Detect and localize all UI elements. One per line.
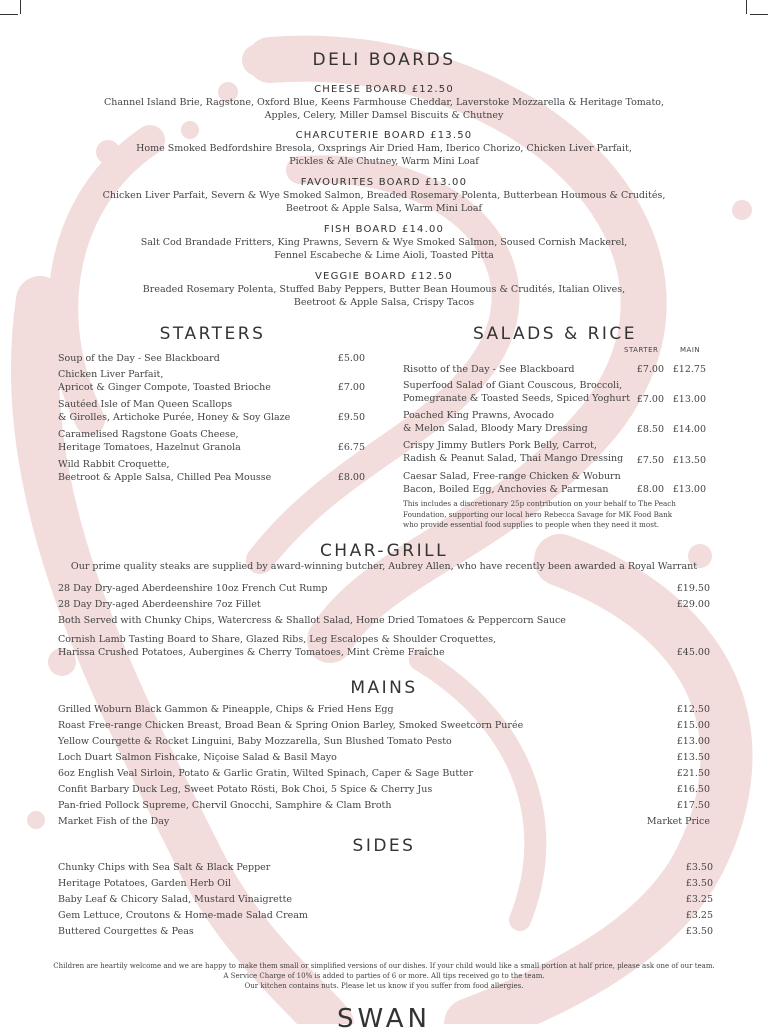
salad-main-price: £12.75 — [672, 364, 706, 375]
chargrill-price: £29.00 — [676, 599, 710, 610]
crop-mark — [746, 0, 747, 14]
chargrill-heading: CHAR-GRILL — [319, 541, 449, 561]
item-line: Sautéed Isle of Man Queen Scallops — [58, 399, 233, 410]
note-line: who provide essential food supplies to people when they need it most. — [403, 520, 660, 529]
starter-item — [58, 369, 271, 394]
item-line: Wild Rabbit Croquette, — [58, 459, 170, 470]
column-header-main: MAIN — [680, 346, 701, 354]
salad-item — [403, 471, 621, 496]
mains-price: £12.50 — [676, 704, 710, 715]
sides-price: £3.25 — [685, 894, 713, 905]
note-line: Foundation, supporting our local hero Rebecca Savage for MK Food Bank — [403, 509, 673, 519]
board-desc: Apples, Celery, Miller Damsel Biscuits & Chutney — [264, 109, 504, 121]
sides-row: Heritage Potatoes, Garden Herb Oil — [58, 878, 232, 889]
mains-row: Roast Free-range Chicken Breast, Broad Bean & Spring Onion Barley, Smoked Sweetcorn Purée — [58, 720, 524, 731]
mains-price: Market Price — [646, 816, 710, 827]
item-line: Crispy Jimmy Butlers Pork Belly, Carrot, — [403, 440, 597, 451]
salad-starter-price: £8.00 — [636, 484, 664, 495]
sides-row: Chunky Chips with Sea Salt & Black Pepper — [58, 862, 271, 873]
item-line: Caramelised Ragstone Goats Cheese, — [58, 429, 239, 440]
item-line: Caesar Salad, Free-range Chicken & Woburn — [403, 471, 621, 482]
starter-price: £8.00 — [337, 472, 365, 483]
chargrill-row: Both Served with Chunky Chips, Watercress & Shallot Salad, Home Dried Tomatoes & Peppercorn Sauce — [58, 615, 566, 626]
board-desc: Pickles & Ale Chutney, Warm Mini Loaf — [289, 155, 479, 167]
starter-item — [58, 429, 241, 454]
board-title: CHARCUTERIE BOARD £13.50 — [295, 130, 473, 141]
salads-rice-heading: SALADS & RICE — [472, 324, 638, 344]
board-desc: Salt Cod Brandade Fritters, King Prawns, Severn & Wye Smoked Salmon, Soused Cornish Mackerel, — [140, 237, 628, 248]
sides-price: £3.50 — [685, 926, 713, 937]
item-line: Risotto of the Day - See Blackboard — [403, 364, 575, 375]
board-title: CHEESE BOARD £12.50 — [314, 84, 454, 95]
item-line: Bacon, Boiled Egg, Anchovies & Parmesan — [403, 483, 609, 495]
item-line: Chicken Liver Parfait, — [58, 369, 164, 380]
chargrill-row: Cornish Lamb Tasting Board to Share, Glazed Ribs, Leg Escalopes & Shoulder Croquettes, — [58, 634, 497, 645]
deli-board-fish — [0, 223, 768, 262]
starter-price: £9.50 — [337, 412, 365, 423]
chargrill-intro: Our prime quality steaks are supplied by award-winning butcher, Aubrey Allen, who have recently been awarded a Royal Warrant — [70, 561, 698, 572]
board-desc: Beetroot & Apple Salsa, Crispy Tacos — [293, 296, 475, 308]
board-desc: Fennel Escabeche & Lime Aioli, Toasted Pitta — [274, 249, 494, 261]
board-title: FAVOURITES BOARD £13.00 — [300, 177, 468, 188]
salad-item — [403, 364, 575, 377]
chargrill-price: £45.00 — [676, 647, 710, 658]
starter-item — [58, 353, 220, 366]
swan-logo: SWAN — [336, 1004, 432, 1034]
sides-price: £3.50 — [685, 862, 713, 873]
crop-mark — [0, 14, 18, 15]
salad-item — [403, 440, 623, 465]
starter-price: £6.75 — [337, 442, 365, 453]
footer-line: Our kitchen contains nuts. Please let us know if you suffer from food allergies. — [244, 982, 524, 991]
mains-heading: MAINS — [350, 678, 418, 698]
mains-price: £17.50 — [676, 800, 710, 811]
mains-row: Market Fish of the Day — [58, 816, 170, 827]
chargrill-row: 28 Day Dry-aged Aberdeenshire 10oz French Cut Rump — [58, 583, 328, 594]
starter-item — [58, 399, 290, 424]
column-header-starter: STARTER — [624, 346, 659, 354]
salad-item — [403, 410, 588, 435]
starters-heading: STARTERS — [159, 324, 266, 344]
salad-item — [403, 380, 630, 405]
sides-row: Buttered Courgettes & Peas — [58, 926, 194, 937]
mains-price: £15.00 — [676, 720, 710, 731]
item-line: Apricot & Ginger Compote, Toasted Brioche — [58, 381, 271, 393]
deli-board-veggie — [0, 270, 768, 309]
item-line: Poached King Prawns, Avocado — [403, 410, 555, 421]
sides-price: £3.25 — [685, 910, 713, 921]
salad-main-price: £13.00 — [672, 394, 706, 405]
item-line: Heritage Tomatoes, Hazelnut Granola — [58, 441, 241, 453]
salad-starter-price: £7.00 — [636, 364, 664, 375]
salad-starter-price: £7.50 — [636, 455, 664, 466]
salad-main-price: £14.00 — [672, 424, 706, 435]
mains-row: 6oz English Veal Sirloin, Potato & Garlic Gratin, Wilted Spinach, Caper & Sage Butter — [58, 768, 474, 779]
mains-price: £13.50 — [676, 752, 710, 763]
crop-mark — [750, 14, 768, 15]
chargrill-row: 28 Day Dry-aged Aberdeenshire 7oz Fillet — [58, 599, 261, 610]
board-title: FISH BOARD £14.00 — [323, 224, 445, 235]
deli-board-cheese — [0, 83, 768, 122]
deli-boards-heading: DELI BOARDS — [312, 50, 456, 70]
item-line: Soup of the Day - See Blackboard — [58, 353, 220, 364]
mains-price: £13.00 — [676, 736, 710, 747]
crop-mark — [20, 0, 21, 14]
sides-row: Gem Lettuce, Croutons & Home-made Salad Cream — [58, 910, 308, 921]
item-line: & Girolles, Artichoke Purée, Honey & Soy Glaze — [58, 411, 291, 423]
board-desc: Beetroot & Apple Salsa, Warm Mini Loaf — [285, 202, 483, 214]
salad-main-price: £13.00 — [672, 484, 706, 495]
item-line: Beetroot & Apple Salsa, Chilled Pea Mousse — [58, 471, 272, 483]
mains-row: Confit Barbary Duck Leg, Sweet Potato Rösti, Bok Choi, 5 Spice & Cherry Jus — [58, 784, 433, 795]
board-desc: Breaded Rosemary Polenta, Stuffed Baby Peppers, Butter Bean Houmous & Crudités, Italian Olives, — [142, 284, 626, 295]
mains-price: £21.50 — [676, 768, 710, 779]
salad-main-price: £13.50 — [672, 455, 706, 466]
charity-note — [403, 499, 676, 531]
deli-board-favourites — [0, 176, 768, 215]
item-line: Radish & Peanut Salad, Thai Mango Dressing — [403, 452, 624, 464]
chargrill-row: Harissa Crushed Potatoes, Aubergines & Cherry Tomatoes, Mint Crème Fraîche — [58, 647, 445, 658]
salad-starter-price: £8.50 — [636, 424, 664, 435]
item-line: Superfood Salad of Giant Couscous, Broccoli, — [403, 380, 623, 391]
deli-board-charcuterie — [0, 129, 768, 168]
chargrill-price: £19.50 — [676, 583, 710, 594]
note-line: This includes a discretionary 25p contribution on your behalf to The Peach — [403, 499, 676, 508]
salad-starter-price: £7.00 — [636, 394, 664, 405]
starter-price: £5.00 — [337, 353, 365, 364]
sides-heading: SIDES — [352, 836, 416, 856]
mains-row: Yellow Courgette & Rocket Linguini, Baby Mozzarella, Sun Blushed Tomato Pesto — [58, 736, 452, 747]
board-title: VEGGIE BOARD £12.50 — [315, 271, 453, 282]
board-desc: Channel Island Brie, Ragstone, Oxford Blue, Keens Farmhouse Cheddar, Laverstoke Mozzarella & Heritage Tomato, — [103, 97, 665, 108]
mains-row: Loch Duart Salmon Fishcake, Niçoise Salad & Basil Mayo — [58, 752, 337, 763]
starter-price: £7.00 — [337, 382, 365, 393]
mains-row: Grilled Woburn Black Gammon & Pineapple, Chips & Fried Hens Egg — [58, 704, 394, 715]
sides-price: £3.50 — [685, 878, 713, 889]
starter-item — [58, 459, 271, 484]
footer-line: A Service Charge of 10% is added to parties of 6 or more. All tips received go to the team. — [223, 972, 545, 981]
item-line: Pomegranate & Toasted Seeds, Spiced Yoghurt — [403, 392, 631, 404]
board-desc: Chicken Liver Parfait, Severn & Wye Smoked Salmon, Breaded Rosemary Polenta, Butterbean Houmous & Crudités, — [102, 190, 666, 201]
board-desc: Home Smoked Bedfordshire Bresola, Oxsprings Air Dried Ham, Iberico Chorizo, Chicken Liver Parfait, — [136, 143, 632, 154]
footer-notes — [0, 961, 768, 992]
item-line: & Melon Salad, Bloody Mary Dressing — [403, 422, 588, 434]
mains-price: £16.50 — [676, 784, 710, 795]
footer-line: Children are heartily welcome and we are happy to make them small or simplified versions of our dishes. If your child would like a small portion at half price, please ask one of our team. — [53, 962, 715, 970]
mains-row: Pan-fried Pollock Supreme, Chervil Gnocchi, Samphire & Clam Broth — [58, 800, 392, 811]
sides-row: Baby Leaf & Chicory Salad, Mustard Vinaigrette — [58, 894, 293, 905]
